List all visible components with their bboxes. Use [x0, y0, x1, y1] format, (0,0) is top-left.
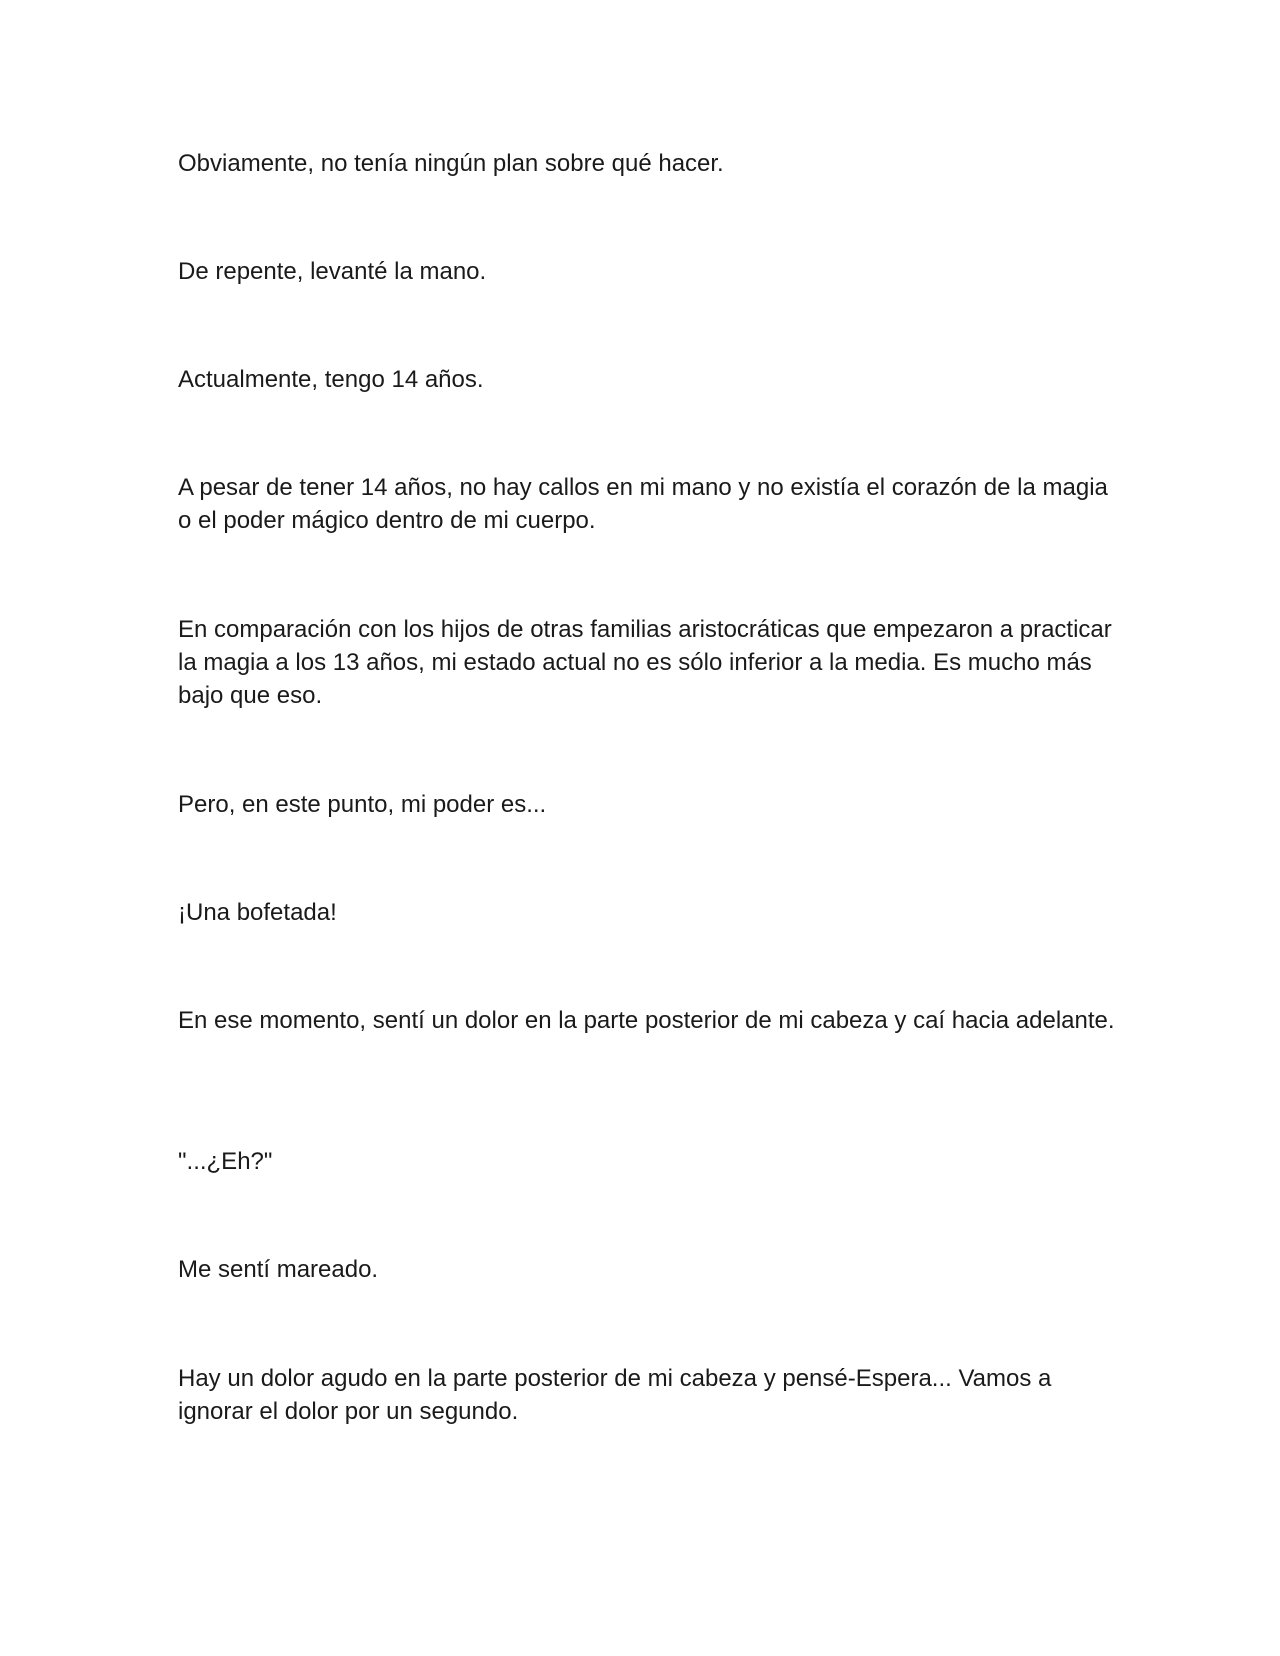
paragraph-10: Me sentí mareado. — [178, 1256, 379, 1283]
paragraph-2: De repente, levanté la mano. — [178, 258, 487, 285]
paragraph-1: Obviamente, no tenía ningún plan sobre qué hacer. — [178, 150, 724, 177]
paragraph-4: A pesar de tener 14 años, no hay callos en mi mano y no existía el corazón de la magia o el poder mágico dentro de mi cuerpo. — [178, 474, 1108, 534]
paragraph-7: ¡Una bofetada! — [178, 899, 337, 926]
paragraph-5: En comparación con los hijos de otras familias aristocráticas que empezaron a practicar la magia a los 13 años, mi estado actual no es sólo inferior a la media. Es mucho más bajo que eso. — [178, 616, 1112, 709]
paragraph-6: Pero, en este punto, mi poder es... — [178, 791, 547, 818]
paragraph-3: Actualmente, tengo 14 años. — [178, 366, 484, 393]
paragraph-9: "...¿Eh?" — [178, 1148, 273, 1175]
paragraph-11: Hay un dolor agudo en la parte posterior de mi cabeza y pensé-Espera... Vamos a ignorar el dolor por un segundo. — [178, 1365, 1052, 1425]
paragraph-8: En ese momento, sentí un dolor en la parte posterior de mi cabeza y caí hacia adelante. — [178, 1007, 1115, 1034]
